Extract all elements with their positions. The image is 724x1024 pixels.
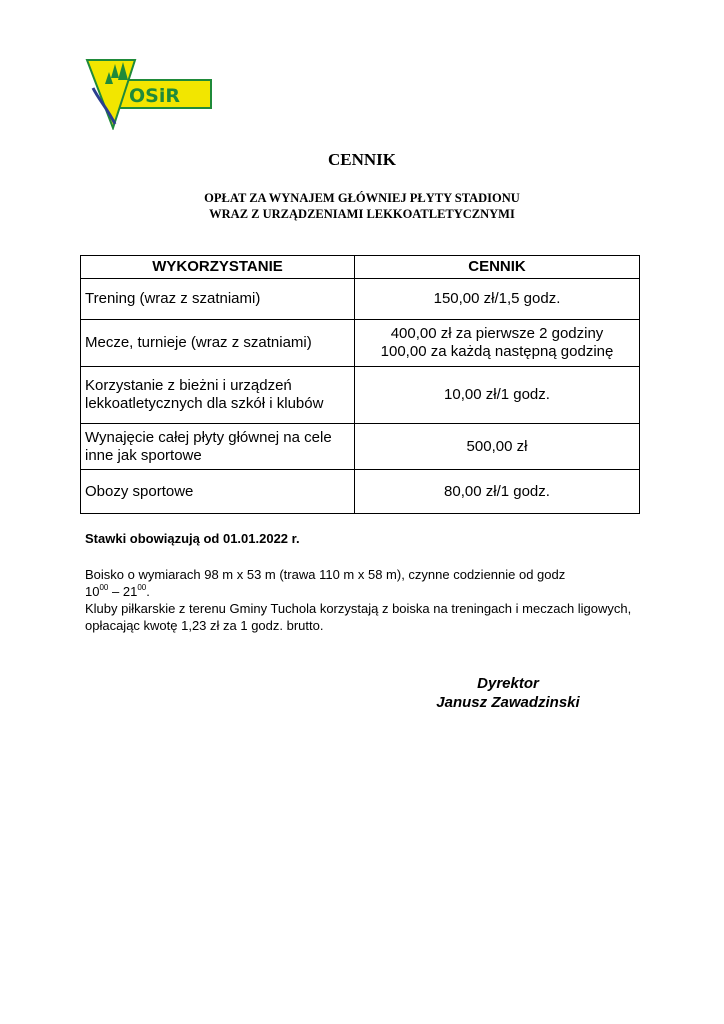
- osir-logo: [85, 58, 213, 130]
- row-usage: Obozy sportowe: [81, 470, 355, 514]
- column-header-price: CENNIK: [355, 256, 640, 279]
- row-price-line-2: 100,00 za każdą następną godzinę: [380, 343, 614, 360]
- table-row: [81, 279, 640, 320]
- clubs-info: Kluby piłkarskie z terenu Gminy Tuchola korzystają z boiska na treningach i meczach ligowych, opłacając kwotę 1,23 zł za 1 godz. brutto.: [85, 601, 632, 633]
- validity-note: Stawki obowiązują od 01.01.2022 r.: [85, 531, 300, 546]
- page-title: CENNIK: [327, 150, 396, 169]
- signature-name: Janusz Zawadzinski: [436, 694, 580, 711]
- row-usage: Trening (wraz z szatniami): [81, 279, 355, 320]
- table-row: [81, 424, 640, 470]
- row-price: 10,00 zł/1 godz.: [355, 367, 640, 424]
- hours-end: .: [146, 584, 150, 599]
- row-usage: Wynajęcie całej płyty głównej na cele inne jak sportowe: [81, 424, 355, 470]
- hours-from: 10: [85, 584, 100, 599]
- row-usage: Mecze, turnieje (wraz z szatniami): [81, 320, 355, 367]
- row-usage: Korzystanie z bieżni i urządzeń lekkoatletycznych dla szkół i klubów: [81, 367, 355, 424]
- hours-to: 21: [122, 584, 138, 599]
- description: [85, 566, 645, 634]
- hours-separator: –: [108, 584, 123, 599]
- table-row: [81, 367, 640, 424]
- hours-to-minutes: 00: [137, 583, 147, 592]
- page-subtitle: [0, 190, 724, 222]
- column-header-usage: WYKORZYSTANIE: [81, 256, 355, 279]
- hours-from-minutes: 00: [99, 583, 109, 592]
- subtitle-line-1: OPŁAT ZA WYNAJEM GŁÓWNIEJ PŁYTY STADIONU: [204, 191, 520, 205]
- signature-role: Dyrektor: [477, 675, 539, 692]
- table-row: [81, 320, 640, 367]
- table-header-row: [81, 256, 640, 279]
- signature: [420, 674, 596, 712]
- row-price: [355, 320, 640, 367]
- osir-logo-text: OSiR: [129, 85, 180, 107]
- field-text: Boisko o wymiarach 98 m x 53 m (trawa 110 m x 58 m), czynne codziennie od godz: [85, 567, 566, 582]
- subtitle-line-2: WRAZ Z URZĄDZENIAMI LEKKOATLETYCZNYMI: [209, 207, 515, 221]
- row-price: 500,00 zł: [355, 424, 640, 470]
- row-price-line-1: 400,00 zł za pierwsze 2 godziny: [390, 325, 604, 342]
- price-table: [80, 255, 640, 514]
- field-info: [85, 566, 645, 600]
- row-price: 80,00 zł/1 godz.: [355, 470, 640, 514]
- row-price: 150,00 zł/1,5 godz.: [355, 279, 640, 320]
- table-row: [81, 470, 640, 514]
- osir-logo-icon: [85, 58, 213, 130]
